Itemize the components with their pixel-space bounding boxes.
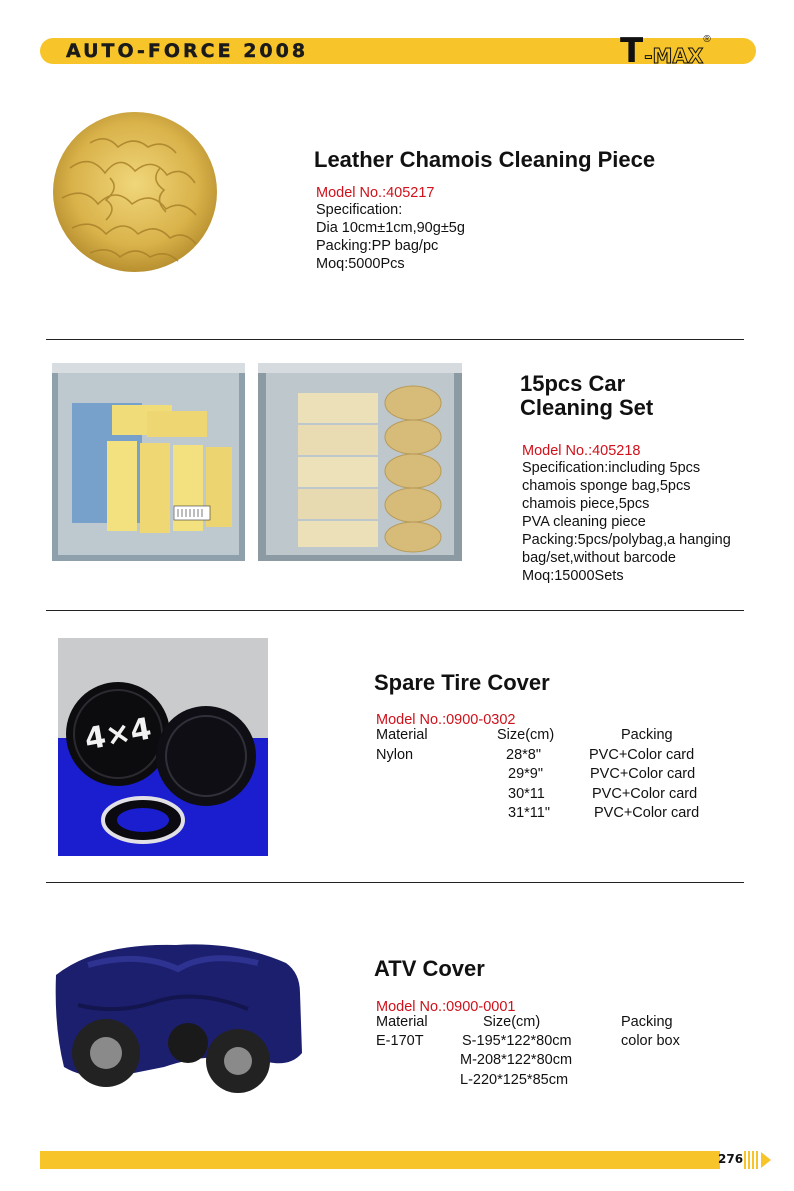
size-value: M-208*122*80cm	[460, 1052, 573, 1068]
product-title: Spare Tire Cover	[374, 670, 550, 695]
section-divider	[46, 882, 744, 883]
logo-max: -MAX	[644, 44, 704, 68]
size-value: L-220*125*85cm	[460, 1072, 569, 1088]
spec-line: Moq:15000Sets	[522, 568, 624, 584]
packing-value: color box	[621, 1033, 680, 1049]
header-material: Material	[376, 1014, 428, 1030]
spec-line: bag/set,without barcode	[522, 550, 676, 566]
spec-line: Specification:including 5pcs	[522, 460, 701, 476]
spec-line: chamois sponge bag,5pcs	[522, 478, 691, 494]
model-number: Model No.:0900-0001	[376, 999, 516, 1015]
packing-value: PVC+Color card	[594, 805, 700, 821]
product-title	[520, 372, 653, 420]
spec-line: chamois piece,5pcs	[522, 496, 650, 512]
product-title: ATV Cover	[374, 956, 485, 981]
size-value: S-195*122*80cm	[462, 1033, 572, 1049]
cleaning-set-bag-image-2	[258, 363, 462, 561]
size-value: 31*11"	[508, 805, 550, 821]
atv-cover-image	[48, 935, 308, 1105]
page-number: 276	[718, 1152, 744, 1166]
product-details	[522, 443, 731, 585]
header-packing: Packing	[621, 1014, 673, 1030]
spec-line: Packing:5pcs/polybag,a hanging	[522, 532, 731, 548]
spec-line: Dia 10cm±1cm,90g±5g	[316, 220, 465, 236]
spec-line: PVA cleaning piece	[522, 514, 646, 530]
logo-t: T	[620, 31, 644, 71]
title-line: 15pcs Car	[520, 371, 626, 396]
section-divider	[46, 610, 744, 611]
model-number: Model No.:0900-0302	[376, 712, 516, 728]
header-material: Material	[376, 727, 428, 743]
size-value: 28*8"	[506, 747, 541, 763]
spec-line: Specification:	[316, 202, 403, 218]
header-packing: Packing	[621, 727, 673, 743]
header-size: Size(cm)	[497, 727, 555, 743]
size-value: 29*9"	[508, 766, 543, 782]
footer-bar	[40, 1151, 720, 1169]
logo-registered: ®	[703, 34, 711, 45]
material-value: E-170T	[376, 1033, 424, 1049]
cleaning-set-bag-image-1	[52, 363, 245, 561]
product-title: Leather Chamois Cleaning Piece	[314, 147, 656, 172]
page-arrow-icon	[744, 1151, 772, 1169]
model-number: Model No.:405218	[522, 443, 641, 459]
packing-value: PVC+Color card	[589, 747, 695, 763]
catalog-title: AUTO-FORCE 2008	[66, 40, 309, 62]
header-size: Size(cm)	[483, 1014, 541, 1030]
packing-value: PVC+Color card	[592, 786, 698, 802]
title-line: Cleaning Set	[520, 395, 654, 420]
spec-line: Moq:5000Pcs	[316, 256, 405, 272]
tire-cover-print: 4×4	[82, 711, 155, 758]
section-divider	[46, 339, 744, 340]
packing-value: PVC+Color card	[590, 766, 696, 782]
brand-logo	[620, 30, 711, 71]
spare-tire-cover-image	[58, 638, 268, 856]
material-value: Nylon	[376, 747, 414, 763]
product-details	[316, 185, 465, 273]
chamois-piece-image	[50, 108, 220, 276]
size-value: 30*11	[508, 786, 545, 802]
model-number: Model No.:405217	[316, 185, 435, 201]
spec-line: Packing:PP bag/pc	[316, 238, 439, 254]
